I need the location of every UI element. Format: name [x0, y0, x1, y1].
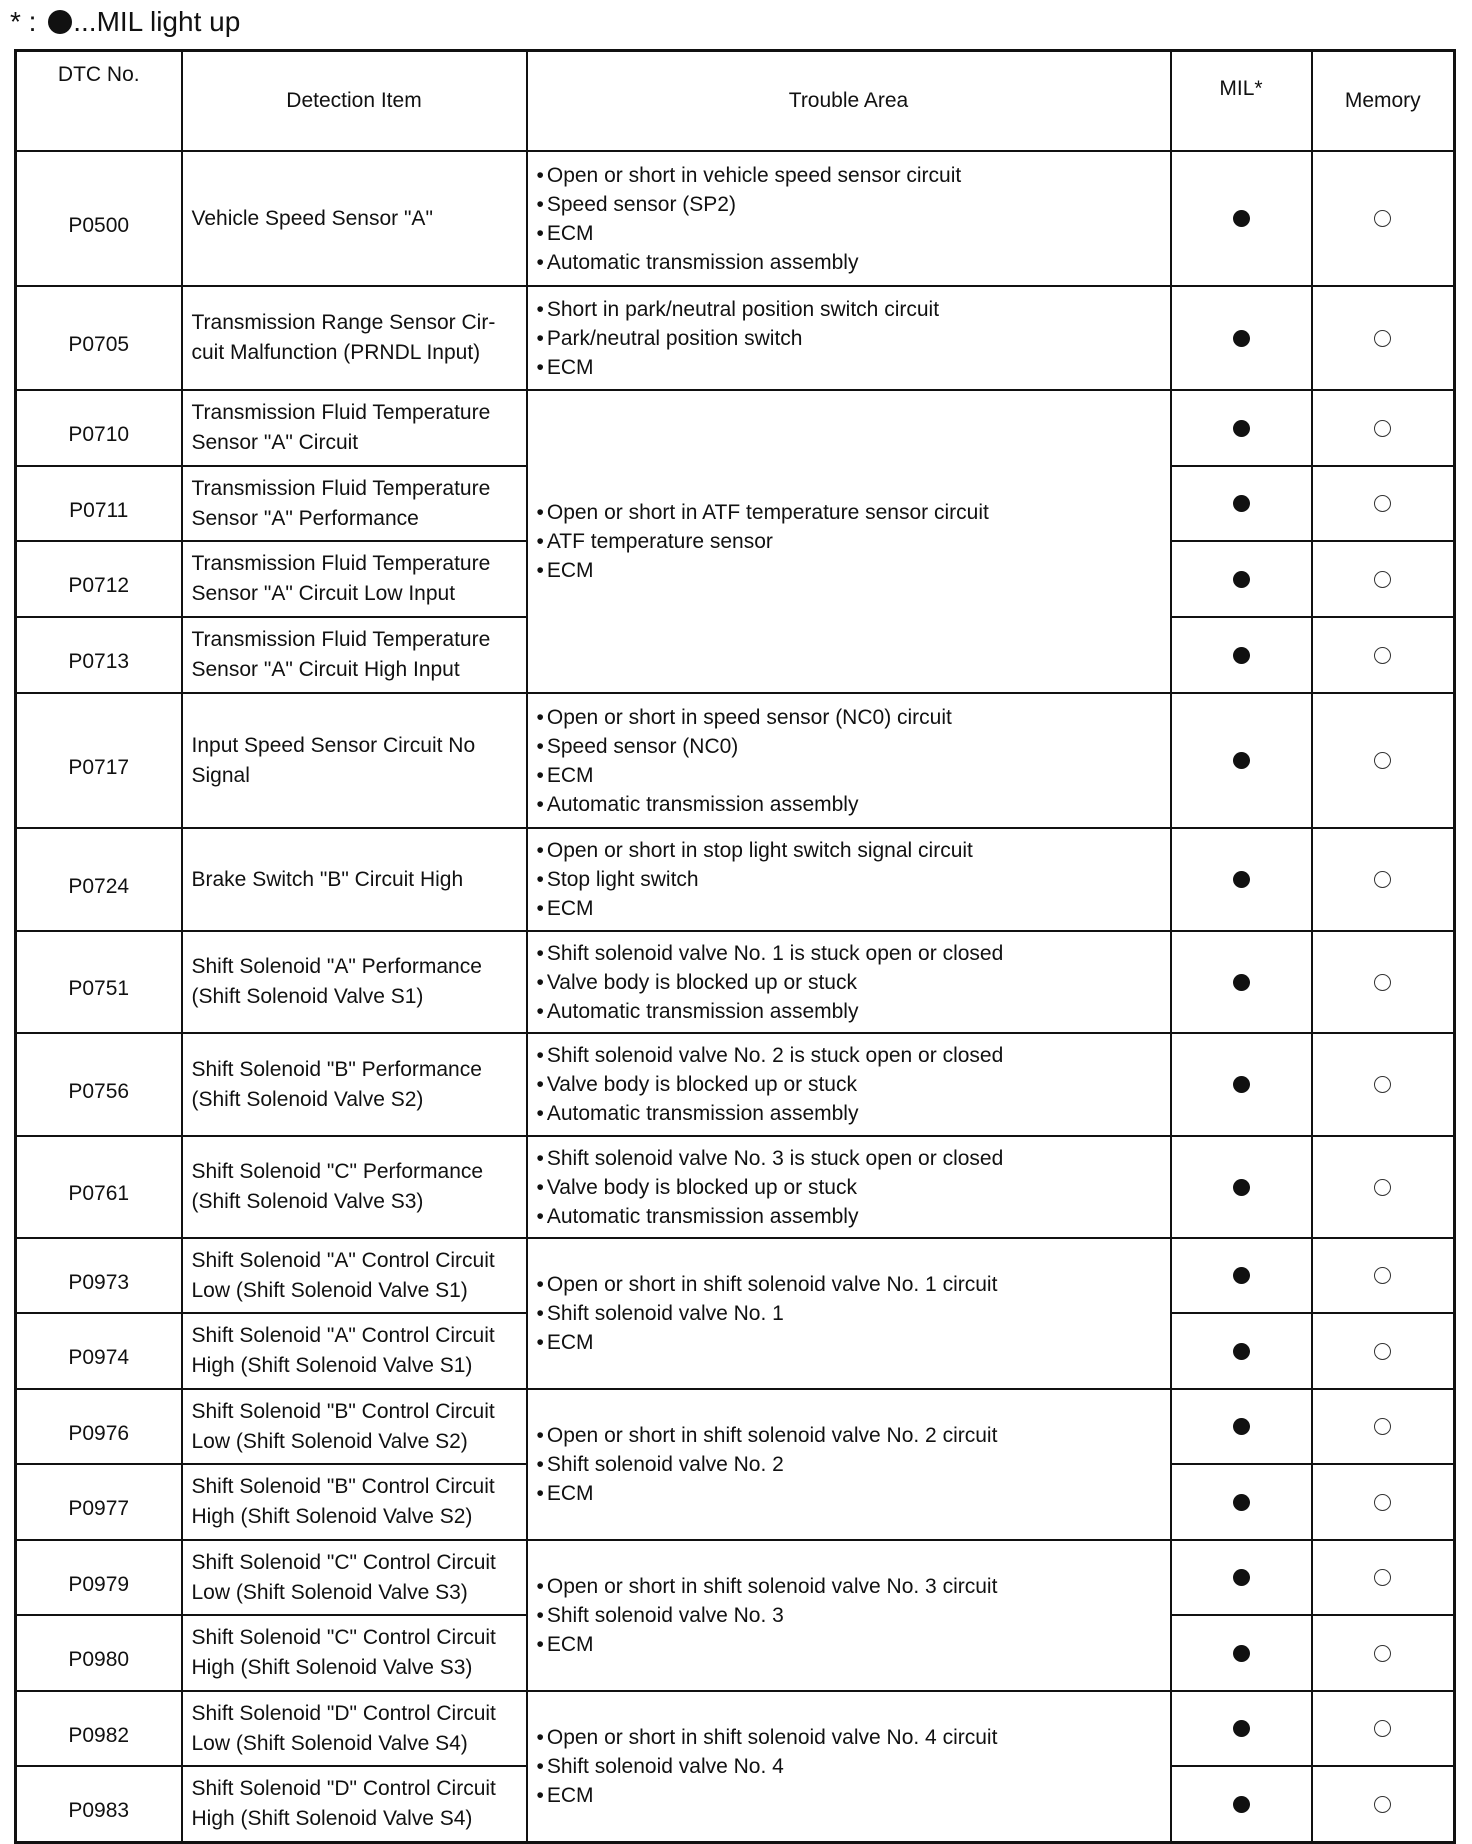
- trouble-area-item: • Automatic transmission assembly: [537, 790, 1164, 819]
- table-row: [16, 390, 1455, 466]
- trouble-area-item: • Valve body is blocked up or stuck: [537, 1173, 1164, 1202]
- trouble-area: [527, 828, 1171, 931]
- trouble-area-list: [537, 836, 1164, 923]
- trouble-area: [527, 931, 1171, 1033]
- mil-cell: [1171, 1033, 1312, 1136]
- mil-cell: [1171, 1691, 1312, 1766]
- trouble-area-item: • Automatic transmission assembly: [537, 1099, 1164, 1128]
- trouble-area-list: [537, 1270, 1164, 1357]
- dtc-table: [14, 49, 1456, 1844]
- mil-cell: [1171, 1389, 1312, 1464]
- header-dtc-no: DTC No.: [16, 51, 182, 152]
- trouble-area: [527, 1540, 1171, 1691]
- dtc-code: P0982: [16, 1691, 182, 1766]
- open-circle-icon: [1374, 1267, 1391, 1284]
- detection-item: Transmission Fluid Temperature Sensor "A" Performance: [182, 466, 527, 541]
- trouble-area-item: • ECM: [537, 219, 1164, 248]
- table-row: [16, 1691, 1455, 1766]
- mil-cell: [1171, 1540, 1312, 1615]
- trouble-area-item: • Open or short in ATF temperature sensor circuit: [537, 498, 1164, 527]
- trouble-area: [527, 1691, 1171, 1842]
- open-circle-icon: [1374, 210, 1391, 227]
- trouble-area: [527, 693, 1171, 828]
- open-circle-icon: [1374, 974, 1391, 991]
- trouble-area-list: [537, 939, 1164, 1026]
- open-circle-icon: [1374, 1418, 1391, 1435]
- detection-item: Shift Solenoid "D" Control Circuit Low (Shift Solenoid Valve S4): [182, 1691, 527, 1766]
- detection-item: Shift Solenoid "A" Control Circuit High (Shift Solenoid Valve S1): [182, 1313, 527, 1389]
- trouble-area-list: [537, 1041, 1164, 1128]
- mil-cell: [1171, 1136, 1312, 1238]
- memory-cell: [1312, 1313, 1455, 1389]
- dtc-code: P0976: [16, 1389, 182, 1464]
- memory-cell: [1312, 931, 1455, 1033]
- trouble-area-item: • Open or short in vehicle speed sensor circuit: [537, 161, 1164, 190]
- memory-cell: [1312, 1464, 1455, 1540]
- filled-circle-icon: [1233, 1267, 1250, 1284]
- detection-item: Shift Solenoid "C" Performance (Shift Solenoid Valve S3): [182, 1136, 527, 1238]
- open-circle-icon: [1374, 647, 1391, 664]
- table-row: [16, 151, 1455, 286]
- trouble-area-item: • Speed sensor (NC0): [537, 732, 1164, 761]
- trouble-area-list: [537, 703, 1164, 819]
- memory-cell: [1312, 1766, 1455, 1842]
- mil-cell: [1171, 1766, 1312, 1842]
- trouble-area-item: • Open or short in stop light switch signal circuit: [537, 836, 1164, 865]
- memory-cell: [1312, 1136, 1455, 1238]
- dtc-code: P0717: [16, 693, 182, 828]
- mil-cell: [1171, 541, 1312, 617]
- open-circle-icon: [1374, 330, 1391, 347]
- trouble-area-item: • Open or short in shift solenoid valve No. 2 circuit: [537, 1421, 1164, 1450]
- detection-item: Shift Solenoid "A" Performance (Shift Solenoid Valve S1): [182, 931, 527, 1033]
- open-circle-icon: [1374, 1796, 1391, 1813]
- mil-cell: [1171, 466, 1312, 541]
- filled-circle-icon: [1233, 647, 1250, 664]
- filled-circle-icon: [1233, 1796, 1250, 1813]
- trouble-area-item: • Speed sensor (SP2): [537, 190, 1164, 219]
- detection-item: Shift Solenoid "D" Control Circuit High (Shift Solenoid Valve S4): [182, 1766, 527, 1842]
- dtc-code: P0761: [16, 1136, 182, 1238]
- memory-cell: [1312, 1691, 1455, 1766]
- table-row: [16, 1136, 1455, 1238]
- filled-circle-icon: [1233, 1720, 1250, 1737]
- memory-cell: [1312, 828, 1455, 931]
- filled-circle-icon: [1233, 974, 1250, 991]
- dtc-code: P0974: [16, 1313, 182, 1389]
- trouble-area-item: • ECM: [537, 1328, 1164, 1357]
- open-circle-icon: [1374, 1179, 1391, 1196]
- filled-circle-icon: [1233, 1418, 1250, 1435]
- filled-circle-icon: [1233, 871, 1250, 888]
- trouble-area: [527, 1238, 1171, 1389]
- open-circle-icon: [1374, 495, 1391, 512]
- dtc-code: P0724: [16, 828, 182, 931]
- header-detection-item: Detection Item: [182, 51, 527, 152]
- filled-circle-icon: [1233, 571, 1250, 588]
- filled-circle-icon: [1233, 1179, 1250, 1196]
- dtc-code: P0500: [16, 151, 182, 286]
- filled-circle-icon: [1233, 1645, 1250, 1662]
- trouble-area-item: • ECM: [537, 1479, 1164, 1508]
- memory-cell: [1312, 693, 1455, 828]
- filled-circle-icon: [1233, 1076, 1250, 1093]
- trouble-area-item: • Open or short in shift solenoid valve No. 1 circuit: [537, 1270, 1164, 1299]
- trouble-area-list: [537, 161, 1164, 277]
- mil-cell: [1171, 617, 1312, 693]
- mil-cell: [1171, 1238, 1312, 1313]
- table-row: [16, 1238, 1455, 1313]
- trouble-area: [527, 1033, 1171, 1136]
- trouble-area-item: • ECM: [537, 1630, 1164, 1659]
- filled-circle-icon: [1233, 1343, 1250, 1360]
- memory-cell: [1312, 151, 1455, 286]
- table-row: [16, 828, 1455, 931]
- trouble-area: [527, 1389, 1171, 1540]
- dtc-code: P0980: [16, 1615, 182, 1691]
- open-circle-icon: [1374, 1569, 1391, 1586]
- table-row: [16, 1389, 1455, 1464]
- filled-circle-icon: [1233, 210, 1250, 227]
- open-circle-icon: [1374, 871, 1391, 888]
- filled-circle-icon: [1233, 752, 1250, 769]
- detection-item: Transmission Fluid Temperature Sensor "A" Circuit Low Input: [182, 541, 527, 617]
- trouble-area-list: [537, 498, 1164, 585]
- open-circle-icon: [1374, 1720, 1391, 1737]
- trouble-area-item: • Automatic transmission assembly: [537, 1202, 1164, 1231]
- trouble-area-item: • Shift solenoid valve No. 3 is stuck open or closed: [537, 1144, 1164, 1173]
- detection-item: Transmission Fluid Temperature Sensor "A" Circuit High Input: [182, 617, 527, 693]
- open-circle-icon: [1374, 571, 1391, 588]
- detection-item: Shift Solenoid "A" Control Circuit Low (Shift Solenoid Valve S1): [182, 1238, 527, 1313]
- trouble-area: [527, 1136, 1171, 1238]
- trouble-area-list: [537, 295, 1164, 382]
- memory-cell: [1312, 390, 1455, 466]
- mil-cell: [1171, 931, 1312, 1033]
- memory-cell: [1312, 617, 1455, 693]
- open-circle-icon: [1374, 1076, 1391, 1093]
- trouble-area: [527, 286, 1171, 390]
- detection-item: Vehicle Speed Sensor "A": [182, 151, 527, 286]
- trouble-area: [527, 390, 1171, 693]
- mil-cell: [1171, 693, 1312, 828]
- memory-cell: [1312, 1540, 1455, 1615]
- trouble-area-item: • Open or short in shift solenoid valve No. 3 circuit: [537, 1572, 1164, 1601]
- mil-legend-text: ...MIL light up: [73, 6, 241, 37]
- trouble-area-item: • Short in park/neutral position switch circuit: [537, 295, 1164, 324]
- trouble-area-item: • Shift solenoid valve No. 3: [537, 1601, 1164, 1630]
- dtc-code: P0705: [16, 286, 182, 390]
- trouble-area-list: [537, 1421, 1164, 1508]
- trouble-area-item: • Park/neutral position switch: [537, 324, 1164, 353]
- trouble-area-item: • Automatic transmission assembly: [537, 248, 1164, 277]
- dtc-code: P0756: [16, 1033, 182, 1136]
- table-header-row: [16, 51, 1455, 152]
- table-row: [16, 1540, 1455, 1615]
- trouble-area-list: [537, 1723, 1164, 1810]
- trouble-area-item: • Shift solenoid valve No. 2 is stuck open or closed: [537, 1041, 1164, 1070]
- open-circle-icon: [1374, 752, 1391, 769]
- mil-cell: [1171, 286, 1312, 390]
- detection-item: Brake Switch "B" Circuit High: [182, 828, 527, 931]
- trouble-area-item: • Shift solenoid valve No. 1: [537, 1299, 1164, 1328]
- dtc-code: P0979: [16, 1540, 182, 1615]
- filled-circle-icon: [1233, 1569, 1250, 1586]
- detection-item: Input Speed Sensor Circuit No Signal: [182, 693, 527, 828]
- mil-legend-note: [10, 2, 240, 42]
- dtc-code: P0751: [16, 931, 182, 1033]
- open-circle-icon: [1374, 1494, 1391, 1511]
- filled-circle-icon: [1233, 420, 1250, 437]
- memory-cell: [1312, 1389, 1455, 1464]
- filled-circle-icon: [1233, 495, 1250, 512]
- trouble-area-item: • ECM: [537, 761, 1164, 790]
- mil-legend-prefix: * :: [10, 6, 45, 37]
- trouble-area-item: • Valve body is blocked up or stuck: [537, 968, 1164, 997]
- dtc-code: P0713: [16, 617, 182, 693]
- detection-item: Shift Solenoid "B" Performance (Shift Solenoid Valve S2): [182, 1033, 527, 1136]
- dtc-code: P0710: [16, 390, 182, 466]
- memory-cell: [1312, 541, 1455, 617]
- dtc-code: P0983: [16, 1766, 182, 1842]
- trouble-area-item: • Open or short in shift solenoid valve No. 4 circuit: [537, 1723, 1164, 1752]
- detection-item: Shift Solenoid "B" Control Circuit Low (Shift Solenoid Valve S2): [182, 1389, 527, 1464]
- memory-cell: [1312, 1238, 1455, 1313]
- mil-cell: [1171, 151, 1312, 286]
- header-trouble-area: Trouble Area: [527, 51, 1171, 152]
- header-memory: Memory: [1312, 51, 1455, 152]
- mil-cell: [1171, 1615, 1312, 1691]
- mil-cell: [1171, 390, 1312, 466]
- detection-item: Shift Solenoid "B" Control Circuit High (Shift Solenoid Valve S2): [182, 1464, 527, 1540]
- dtc-code: P0712: [16, 541, 182, 617]
- mil-cell: [1171, 1464, 1312, 1540]
- detection-item: Transmission Range Sensor Cir-cuit Malfunction (PRNDL Input): [182, 286, 527, 390]
- filled-circle-icon: [1233, 1494, 1250, 1511]
- trouble-area-item: • Shift solenoid valve No. 4: [537, 1752, 1164, 1781]
- trouble-area-list: [537, 1572, 1164, 1659]
- detection-item: Shift Solenoid "C" Control Circuit High (Shift Solenoid Valve S3): [182, 1615, 527, 1691]
- open-circle-icon: [1374, 420, 1391, 437]
- trouble-area-list: [537, 1144, 1164, 1231]
- dtc-code: P0977: [16, 1464, 182, 1540]
- trouble-area-item: • Shift solenoid valve No. 2: [537, 1450, 1164, 1479]
- header-mil: MIL*: [1171, 51, 1312, 152]
- memory-cell: [1312, 286, 1455, 390]
- mil-cell: [1171, 1313, 1312, 1389]
- memory-cell: [1312, 466, 1455, 541]
- trouble-area-item: • ECM: [537, 353, 1164, 382]
- mil-cell: [1171, 828, 1312, 931]
- trouble-area-item: • Shift solenoid valve No. 1 is stuck open or closed: [537, 939, 1164, 968]
- trouble-area-item: • ECM: [537, 894, 1164, 923]
- detection-item: Transmission Fluid Temperature Sensor "A" Circuit: [182, 390, 527, 466]
- trouble-area-item: • Stop light switch: [537, 865, 1164, 894]
- trouble-area: [527, 151, 1171, 286]
- trouble-area-item: • Automatic transmission assembly: [537, 997, 1164, 1026]
- filled-circle-icon: [1233, 330, 1250, 347]
- filled-circle-icon: [48, 10, 72, 34]
- detection-item: Shift Solenoid "C" Control Circuit Low (Shift Solenoid Valve S3): [182, 1540, 527, 1615]
- trouble-area-item: • ECM: [537, 556, 1164, 585]
- dtc-code: P0973: [16, 1238, 182, 1313]
- table-row: [16, 286, 1455, 390]
- table-row: [16, 693, 1455, 828]
- trouble-area-item: • Valve body is blocked up or stuck: [537, 1070, 1164, 1099]
- memory-cell: [1312, 1615, 1455, 1691]
- dtc-code: P0711: [16, 466, 182, 541]
- trouble-area-item: • ATF temperature sensor: [537, 527, 1164, 556]
- trouble-area-item: • Open or short in speed sensor (NC0) circuit: [537, 703, 1164, 732]
- memory-cell: [1312, 1033, 1455, 1136]
- trouble-area-item: • ECM: [537, 1781, 1164, 1810]
- table-row: [16, 931, 1455, 1033]
- table-row: [16, 1033, 1455, 1136]
- open-circle-icon: [1374, 1645, 1391, 1662]
- table-body: [16, 151, 1455, 1842]
- open-circle-icon: [1374, 1343, 1391, 1360]
